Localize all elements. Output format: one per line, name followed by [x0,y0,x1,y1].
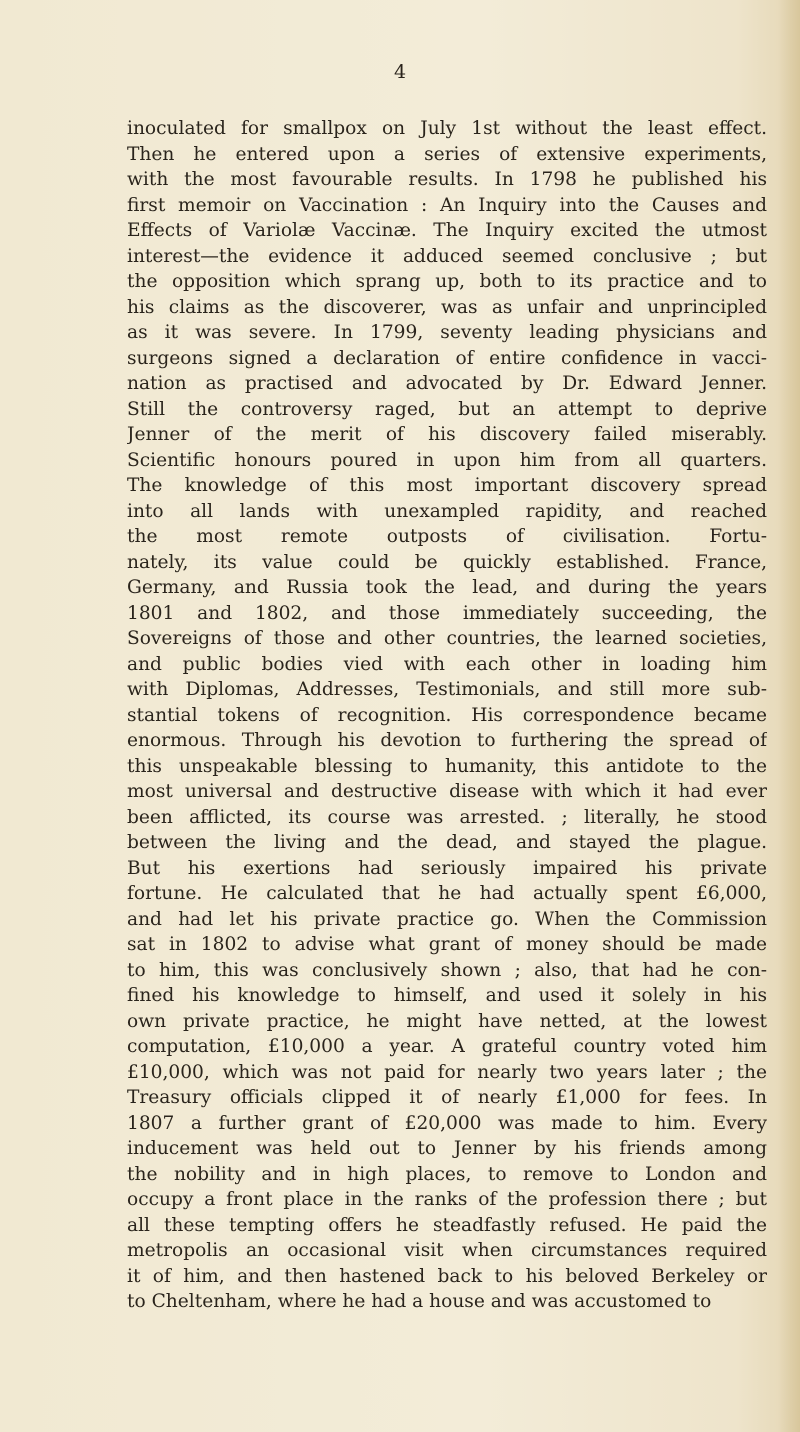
text-line: been afflicted, its course was arrested. ; literally, he stood [127,806,767,828]
text-line: fined his knowledge to himself, and used it solely in his [127,985,767,1006]
text-line: all these tempting offers he steadfastly refused. He paid the [127,1214,767,1236]
text-line: surgeons signed a declaration of entire confidence in vacci- [127,347,767,369]
text-line: stantial tokens of recognition. His correspondence became [127,704,767,726]
text-line: the most remote outposts of civilisation. Fortu- [127,526,767,547]
text-line: Still the controversy raged, but an attempt to deprive [127,398,767,420]
text-line: Germany, and Russia took the lead, and during the years [127,577,767,598]
text-line: and public bodies vied with each other in loading him [127,653,767,675]
text-line: fortune. He calculated that he had actually spent £6,000, [127,883,767,904]
text-line: computation, £10,000 a year. A grateful country voted him [127,1036,767,1057]
text-line: with Diplomas, Addresses, Testimonials, and still more sub- [127,679,767,700]
text-line: most universal and destructive disease with which it had ever [127,781,767,802]
text-line: to him, this was conclusively shown ; also, that had he con- [127,959,767,981]
text-line: metropolis an occasional visit when circumstances required [127,1240,767,1261]
text-line: and had let his private practice go. When the Commission [127,908,767,930]
text-line: Treasury officials clipped it of nearly £1,000 for fees. In [127,1087,767,1108]
text-line: £10,000, which was not paid for nearly two years later ; the [127,1061,767,1083]
text-line: 1801 and 1802, and those immediately succeeding, the [127,602,767,624]
text-line: sat in 1802 to advise what grant of money should be made [127,934,767,955]
text-line: the opposition which sprang up, both to its practice and to [127,271,767,292]
text-line: The knowledge of this most important discovery spread [127,475,767,496]
page-edge-shadow [778,0,800,1432]
text-line: as it was severe. In 1799, seventy leading physicians and [127,322,767,343]
page-number: 4 [393,61,407,83]
text-line: enormous. Through his devotion to furthering the spread of [127,730,767,751]
text-line: between the living and the dead, and stayed the plague. [127,832,767,853]
text-line: his claims as the discoverer, was as unfair and unprincipled [127,296,767,318]
text-line: with the most favourable results. In 1798 he published his [127,169,767,190]
text-line: Then he entered upon a series of extensive experiments, [127,143,767,165]
text-line: own private practice, he might have netted, at the lowest [127,1010,767,1032]
text-line: into all lands with unexampled rapidity, and reached [127,500,767,522]
text-line: occupy a front place in the ranks of the profession there ; but [127,1189,767,1210]
text-line: to Cheltenham, where he had a house and was accustomed to [127,1291,712,1312]
text-line: Effects of Variolæ Vaccinæ. The Inquiry excited the utmost [127,220,767,241]
text-line: But his exertions had seriously impaired his private [127,857,767,879]
text-line: it of him, and then hastened back to his beloved Berkeley or [127,1265,767,1287]
text-line: Scientific honours poured in upon him from all quarters. [127,449,767,471]
text-line: interest—the evidence it adduced seemed conclusive ; but [127,245,767,267]
text-line: nately, its value could be quickly established. France, [127,551,767,573]
text-line: inoculated for smallpox on July 1st without the least effect. [127,118,767,139]
text-line: inducement was held out to Jenner by his friends among [127,1138,767,1159]
text-line: Jenner of the merit of his discovery failed miserably. [127,424,767,445]
text-line: the nobility and in high places, to remove to London and [127,1163,767,1185]
text-line: 1807 a further grant of £20,000 was made to him. Every [127,1112,767,1134]
text-line: this unspeakable blessing to humanity, this antidote to the [127,755,767,777]
text-line: nation as practised and advocated by Dr. Edward Jenner. [127,373,767,394]
body-paragraph [127,116,767,1315]
text-line: Sovereigns of those and other countries, the learned societies, [127,628,767,649]
text-line: first memoir on Vaccination : An Inquiry into the Causes and [127,194,767,216]
